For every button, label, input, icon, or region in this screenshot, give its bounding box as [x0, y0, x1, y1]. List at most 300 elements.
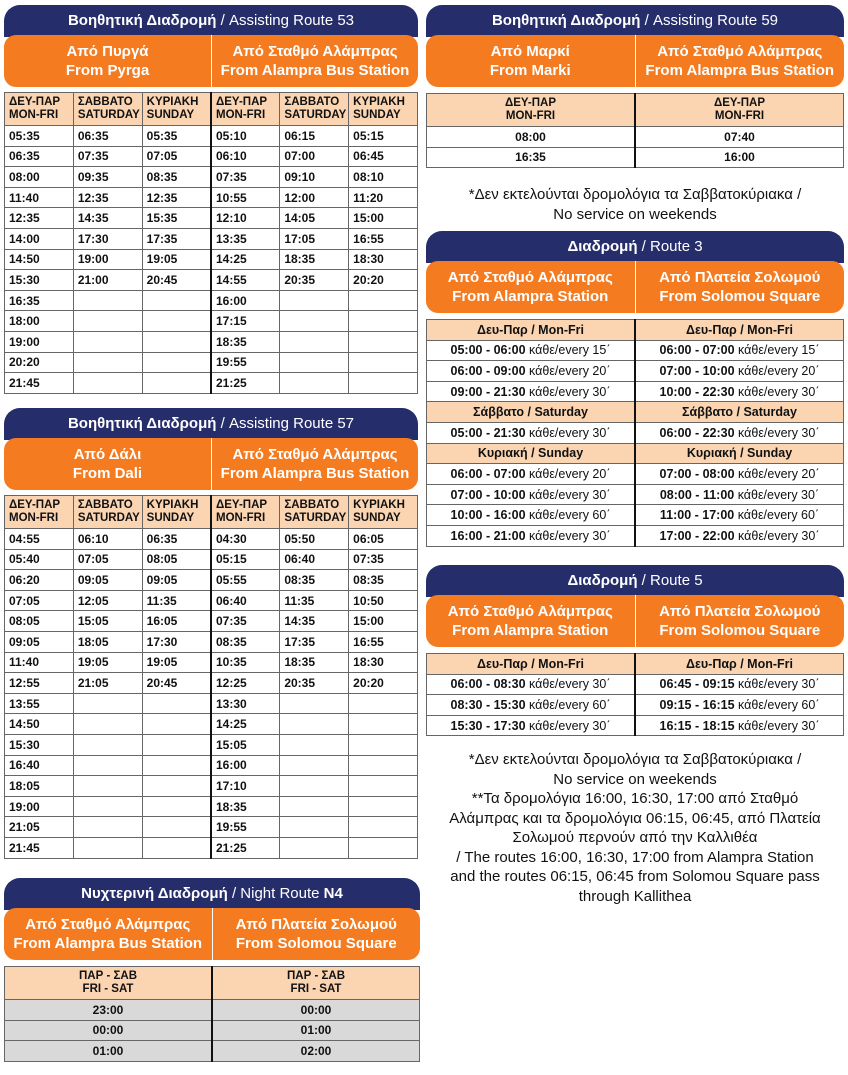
departure-time: 06:35 [73, 126, 142, 147]
frequency: κάθε/every 20΄ [734, 363, 820, 378]
departure-time: 19:00 [5, 331, 74, 352]
time-range: 08:00 - 11:00 [659, 487, 735, 502]
departure-time [142, 714, 211, 735]
frequency-cell [427, 674, 636, 695]
departure-time: 11:35 [280, 590, 349, 611]
departure-time [280, 331, 349, 352]
departure-time: 20:20 [349, 673, 418, 694]
departure-time: 21:25 [211, 373, 280, 394]
frequency-cell [635, 361, 844, 382]
origin-en: From Alampra Bus Station [645, 62, 835, 79]
table-row [5, 1041, 420, 1062]
origin-gr: Από Σταθμό Αλάμπρας [232, 446, 398, 463]
column-header-gr: ΔΕΥ-ΠΑΡ [9, 499, 61, 511]
day-header: Δευ-Παρ / Mon-Fri [635, 654, 844, 675]
departure-time [280, 776, 349, 797]
departure-time: 10:35 [211, 652, 280, 673]
departure-time: 17:10 [211, 776, 280, 797]
origin-2 [211, 438, 418, 490]
day-header: Δευ-Παρ / Mon-Fri [635, 320, 844, 341]
route-57-card [4, 408, 418, 859]
day-header-row [427, 402, 844, 423]
departure-time [142, 734, 211, 755]
departure-time [349, 352, 418, 373]
time-range: 16:00 - 21:00 [450, 528, 526, 543]
column-header-row [5, 93, 418, 126]
frequency: κάθε/every 20΄ [525, 363, 611, 378]
table-row [427, 147, 844, 168]
departure-time: 16:00 [211, 755, 280, 776]
departure-time: 07:05 [5, 590, 74, 611]
departure-time: 07:05 [142, 146, 211, 167]
table-row [5, 796, 418, 817]
table-row [5, 590, 418, 611]
departure-time [349, 734, 418, 755]
departure-time: 05:35 [142, 126, 211, 147]
departure-time: 11:40 [5, 652, 74, 673]
column-header-gr: ΣΑΒΒΑΤΟ [284, 96, 340, 108]
column-header-en: MON-FRI [9, 512, 59, 524]
column-header-gr: ΚΥΡΙΑΚΗ [353, 96, 405, 108]
frequency-row [427, 381, 844, 402]
origin-1 [4, 908, 212, 960]
frequency-cell [635, 695, 844, 716]
departure-time: 19:55 [211, 352, 280, 373]
departure-time: 05:15 [211, 549, 280, 570]
frequency: κάθε/every 60΄ [525, 697, 611, 712]
route-3-origins [426, 261, 844, 313]
departure-time: 16:35 [5, 290, 74, 311]
column-header [142, 93, 211, 126]
day-header: Σάββατο / Saturday [427, 402, 636, 423]
time-range: 06:00 - 22:30 [659, 425, 735, 440]
column-header-gr: ΠΑΡ - ΣΑΒ [78, 970, 137, 982]
frequency-row [427, 484, 844, 505]
day-header: Κυριακή / Sunday [427, 443, 636, 464]
departure-time: 16:05 [142, 611, 211, 632]
table-row [5, 126, 418, 147]
departure-time: 11:20 [349, 187, 418, 208]
column-header-row [427, 94, 844, 127]
departure-time: 17:35 [280, 631, 349, 652]
origin-gr: Από Μαρκί [490, 43, 570, 60]
route-53-header [4, 5, 418, 37]
column-header [5, 93, 74, 126]
route-3-header [426, 231, 844, 263]
departure-time [280, 352, 349, 373]
departure-time: 05:35 [5, 126, 74, 147]
day-header: Κυριακή / Sunday [635, 443, 844, 464]
origin-gr: Από Πλατεία Σολωμού [659, 603, 821, 620]
column-header-gr: ΠΑΡ - ΣΑΒ [286, 970, 345, 982]
departure-time: 07:00 [280, 146, 349, 167]
departure-time: 09:05 [73, 570, 142, 591]
time-range: 09:00 - 21:30 [450, 384, 526, 399]
column-header [142, 496, 211, 529]
origin-1 [426, 595, 635, 647]
note-line: *Δεν εκτελούνται δρομολόγια τα Σαββατοκύριακα / [468, 186, 802, 203]
departure-time [349, 776, 418, 797]
origin-1 [4, 35, 211, 87]
departure-time: 18:00 [5, 311, 74, 332]
column-header [211, 496, 280, 529]
table-row [5, 714, 418, 735]
frequency: κάθε/every 30΄ [525, 677, 611, 692]
departure-time [349, 693, 418, 714]
origin-gr: Από Σταθμό Αλάμπρας [657, 43, 823, 60]
frequency-cell [427, 505, 636, 526]
origin-gr: Από Πυργά [66, 43, 149, 60]
departure-time [349, 290, 418, 311]
frequency: κάθε/every 30΄ [525, 528, 611, 543]
frequency-row [427, 505, 844, 526]
origin-en: From Alampra Bus Station [220, 62, 410, 79]
route-number: 57 [337, 415, 355, 432]
departure-time: 06:35 [5, 146, 74, 167]
departure-time: 23:00 [5, 1000, 213, 1021]
departure-time [280, 734, 349, 755]
frequency-cell [427, 422, 636, 443]
frequency: κάθε/every 30΄ [734, 425, 820, 440]
departure-time: 12:25 [211, 673, 280, 694]
frequency: κάθε/every 30΄ [525, 718, 611, 733]
column-header-en: SUNDAY [353, 512, 401, 524]
departure-time: 10:55 [211, 187, 280, 208]
departure-time [142, 755, 211, 776]
departure-time: 20:45 [142, 270, 211, 291]
frequency-cell [427, 695, 636, 716]
column-header-en: FRI - SAT [290, 983, 342, 995]
departure-time: 08:05 [142, 549, 211, 570]
route-title-en: / Assisting Route [644, 12, 758, 29]
departure-time [280, 837, 349, 858]
route-59-header [426, 5, 844, 37]
table-row [5, 673, 418, 694]
departure-time: 08:10 [349, 167, 418, 188]
departure-time: 09:10 [280, 167, 349, 188]
departure-time: 14:25 [211, 249, 280, 270]
column-header [349, 93, 418, 126]
departure-time: 00:00 [212, 1000, 420, 1021]
column-header [280, 496, 349, 529]
column-header-en: SATURDAY [77, 512, 140, 524]
departure-time: 17:30 [142, 631, 211, 652]
route-59-origins [426, 35, 844, 87]
departure-time: 19:55 [211, 817, 280, 838]
table-row [5, 631, 418, 652]
origin-gr: Από Σταθμό Αλάμπρας [25, 916, 191, 933]
departure-time [349, 331, 418, 352]
departure-time [73, 311, 142, 332]
departure-time: 07:40 [635, 127, 844, 148]
time-range: 10:00 - 16:00 [450, 508, 526, 523]
column-header [5, 496, 74, 529]
column-header-en: MON-FRI [9, 109, 59, 121]
departure-time [280, 373, 349, 394]
departure-time: 08:00 [5, 167, 74, 188]
departure-time: 21:45 [5, 837, 74, 858]
departure-time: 01:00 [212, 1020, 420, 1041]
frequency-cell [635, 464, 844, 485]
departure-time [73, 837, 142, 858]
column-header-en: SATURDAY [77, 109, 140, 121]
departure-time [73, 331, 142, 352]
column-header [427, 94, 636, 127]
departure-time: 21:25 [211, 837, 280, 858]
day-header-row [427, 654, 844, 675]
departure-time [73, 796, 142, 817]
departure-time [142, 311, 211, 332]
origin-en: From Dali [72, 465, 143, 482]
origin-1 [426, 261, 635, 313]
departure-time [280, 693, 349, 714]
departure-time: 08:35 [349, 570, 418, 591]
frequency-row [427, 674, 844, 695]
departure-time: 05:50 [280, 529, 349, 550]
departure-time: 19:00 [73, 249, 142, 270]
frequency-cell [427, 340, 636, 361]
departure-time: 19:05 [142, 249, 211, 270]
frequency-row [427, 361, 844, 382]
origin-en: From Solomou Square [235, 935, 397, 952]
table-row [5, 249, 418, 270]
frequency-cell [427, 525, 636, 546]
departure-time: 18:35 [280, 249, 349, 270]
route-title-gr: Νυχτερινή Διαδρομή [81, 885, 228, 902]
departure-time: 20:45 [142, 673, 211, 694]
route-3-card [426, 231, 844, 547]
note-line: No service on weekends [553, 770, 717, 788]
frequency-cell [427, 381, 636, 402]
column-header-gr: ΚΥΡΙΑΚΗ [146, 499, 199, 511]
frequency: κάθε/every 60΄ [734, 508, 820, 523]
column-header-en: SUNDAY [146, 512, 195, 524]
column-header [211, 93, 280, 126]
day-header: Δευ-Παρ / Mon-Fri [427, 654, 636, 675]
departure-time: 16:00 [211, 290, 280, 311]
route-5-table [426, 653, 844, 736]
column-header-en: SUNDAY [146, 109, 195, 121]
departure-time [349, 837, 418, 858]
note-line: Σολωμού περνούν από την Καλλιθέα [512, 829, 758, 846]
departure-time: 16:55 [349, 631, 418, 652]
departure-time [142, 837, 211, 858]
table-row [5, 331, 418, 352]
route-title-gr: Βοηθητική Διαδρομή [67, 12, 217, 29]
column-header [635, 94, 844, 127]
frequency-row [427, 695, 844, 716]
departure-time [280, 714, 349, 735]
departure-time: 15:30 [5, 270, 74, 291]
departure-time [73, 693, 142, 714]
table-row [5, 529, 418, 550]
departure-time: 11:40 [5, 187, 74, 208]
departure-time [142, 776, 211, 797]
frequency-cell [427, 484, 636, 505]
route-number: 59 [761, 12, 779, 29]
departure-time: 15:00 [349, 611, 418, 632]
note-line: No service on weekends [553, 205, 717, 223]
departure-time [142, 331, 211, 352]
departure-time: 08:35 [211, 631, 280, 652]
departure-time: 09:05 [5, 631, 74, 652]
origin-gr: Από Σταθμό Αλάμπρας [447, 603, 613, 620]
departure-time: 21:00 [73, 270, 142, 291]
route-57-header [4, 408, 418, 440]
table-row [5, 290, 418, 311]
frequency-row [427, 422, 844, 443]
departure-time: 18:05 [73, 631, 142, 652]
departure-time [142, 796, 211, 817]
departure-time: 05:40 [5, 549, 74, 570]
origin-1 [4, 438, 211, 490]
route-title-en: / Route [641, 238, 691, 255]
route-3-table [426, 319, 844, 547]
departure-time: 21:05 [5, 817, 74, 838]
departure-time: 21:05 [73, 673, 142, 694]
time-range: 06:45 - 09:15 [659, 677, 735, 692]
table-row [5, 146, 418, 167]
frequency-cell [635, 505, 844, 526]
route-number: 3 [694, 238, 703, 255]
table-row [5, 693, 418, 714]
route-title-en: / Assisting Route [220, 415, 334, 432]
departure-time: 14:00 [5, 228, 74, 249]
frequency-cell [635, 484, 844, 505]
departure-time [280, 755, 349, 776]
frequency: κάθε/every 60΄ [734, 697, 820, 712]
origin-gr: Από Δάλι [73, 446, 142, 463]
time-range: 09:15 - 16:15 [659, 697, 735, 712]
column-header [73, 93, 142, 126]
departure-time: 20:35 [280, 270, 349, 291]
table-row [5, 270, 418, 291]
column-header-gr: ΔΕΥ-ΠΑΡ [713, 97, 766, 109]
departure-time [280, 290, 349, 311]
frequency: κάθε/every 60΄ [525, 508, 611, 523]
column-header-en: SATURDAY [284, 512, 347, 524]
departure-time [73, 776, 142, 797]
departure-time: 19:05 [142, 652, 211, 673]
column-header-row [5, 496, 418, 529]
column-header [349, 496, 418, 529]
table-row [5, 549, 418, 570]
departure-time: 12:35 [142, 187, 211, 208]
departure-time: 00:00 [5, 1020, 213, 1041]
departure-time [349, 373, 418, 394]
day-header: Δευ-Παρ / Mon-Fri [427, 320, 636, 341]
departure-time [349, 714, 418, 735]
frequency: κάθε/every 30΄ [734, 528, 820, 543]
departure-time: 13:30 [211, 693, 280, 714]
route-n4-origins [4, 908, 420, 960]
departure-time [349, 755, 418, 776]
departure-time: 17:15 [211, 311, 280, 332]
route-title-en: / Assisting Route [220, 12, 334, 29]
route-title-gr: Διαδρομή [567, 238, 638, 255]
origin-2 [635, 35, 845, 87]
route-53-card [4, 5, 418, 394]
origin-2 [635, 595, 845, 647]
frequency: κάθε/every 30΄ [734, 677, 820, 692]
route-number: N4 [323, 885, 343, 902]
note-line: and the routes 06:15, 06:45 from Solomou Square pass [450, 868, 820, 885]
origin-2 [211, 35, 418, 87]
column-header-en: SATURDAY [284, 109, 347, 121]
departure-time: 16:35 [427, 147, 636, 168]
column-header-gr: ΣΑΒΒΑΤΟ [77, 96, 133, 108]
route-n4-card [4, 878, 420, 1062]
table-row [5, 187, 418, 208]
departure-time: 12:35 [73, 187, 142, 208]
route-59-card [426, 5, 844, 168]
time-range: 07:00 - 08:00 [659, 466, 735, 481]
departure-time: 15:05 [211, 734, 280, 755]
column-header-gr: ΣΑΒΒΑΤΟ [77, 499, 133, 511]
departure-time: 17:05 [280, 228, 349, 249]
departure-time: 12:55 [5, 673, 74, 694]
departure-time: 18:35 [211, 331, 280, 352]
departure-time: 17:30 [73, 228, 142, 249]
origin-en: From Solomou Square [659, 288, 821, 305]
departure-time: 07:05 [73, 549, 142, 570]
column-header [5, 967, 213, 1000]
departure-time [349, 796, 418, 817]
departure-time: 09:35 [73, 167, 142, 188]
frequency-cell [427, 464, 636, 485]
frequency: κάθε/every 20΄ [734, 466, 820, 481]
departure-time: 05:55 [211, 570, 280, 591]
departure-time: 13:55 [5, 693, 74, 714]
time-range: 11:00 - 17:00 [659, 508, 735, 523]
departure-time: 14:35 [280, 611, 349, 632]
departure-time: 14:05 [280, 208, 349, 229]
frequency-cell [635, 422, 844, 443]
route-title-gr: Διαδρομή [567, 572, 638, 589]
departure-time: 18:35 [280, 652, 349, 673]
departure-time: 04:55 [5, 529, 74, 550]
frequency: κάθε/every 30΄ [734, 487, 820, 502]
departure-time: 07:35 [211, 167, 280, 188]
time-range: 07:00 - 10:00 [450, 487, 526, 502]
route-53-origins [4, 35, 418, 87]
departure-time: 19:05 [73, 652, 142, 673]
departure-time: 15:35 [142, 208, 211, 229]
frequency-cell [635, 381, 844, 402]
departure-time [142, 290, 211, 311]
frequency-cell [427, 361, 636, 382]
table-row [5, 228, 418, 249]
departure-time [349, 817, 418, 838]
departure-time: 19:00 [5, 796, 74, 817]
origin-gr: Από Σταθμό Αλάμπρας [447, 269, 613, 286]
departure-time [280, 311, 349, 332]
frequency-row [427, 464, 844, 485]
departure-time: 11:35 [142, 590, 211, 611]
column-header [280, 93, 349, 126]
column-header-gr: ΔΕΥ-ΠΑΡ [215, 499, 268, 511]
departure-time: 15:30 [5, 734, 74, 755]
table-row [5, 373, 418, 394]
frequency: κάθε/every 30΄ [525, 384, 611, 399]
departure-time: 09:05 [142, 570, 211, 591]
departure-time: 21:45 [5, 373, 74, 394]
note-line: / The routes 16:00, 16:30, 17:00 from Alampra Station [456, 848, 814, 866]
route-n4-table [4, 966, 420, 1062]
departure-time: 16:00 [635, 147, 844, 168]
table-row [5, 311, 418, 332]
table-row [5, 817, 418, 838]
